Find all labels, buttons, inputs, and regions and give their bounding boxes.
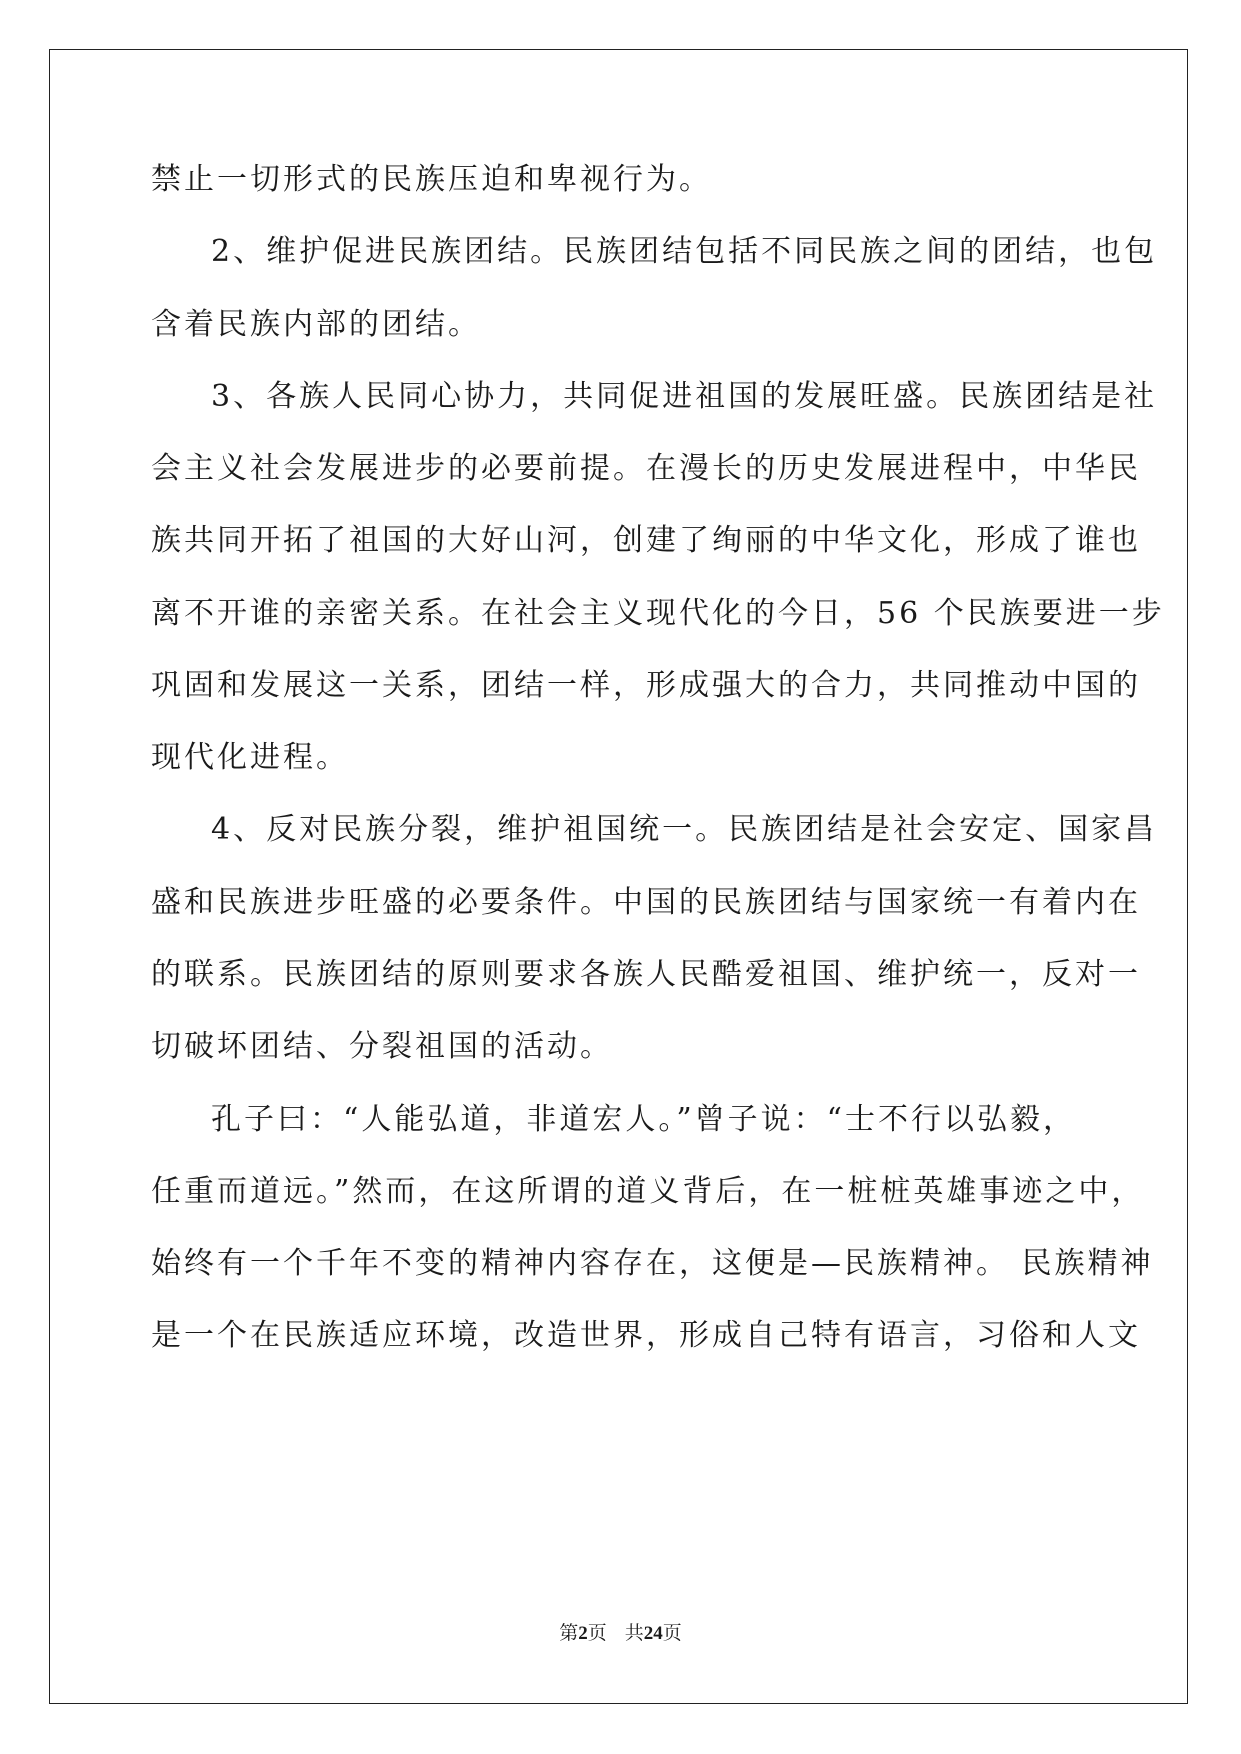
page-prefix: 第 <box>559 1623 579 1644</box>
text-line: 2、维护促进民族团结。民族团结包括不同民族之间的团结，也包 <box>211 234 1158 269</box>
page-footer <box>0 1618 1241 1645</box>
text-line: 的联系。民族团结的原则要求各族人民酷爱祖国、维护统一，反对一 <box>151 957 1141 992</box>
page-total: 24 <box>643 1623 663 1644</box>
text-line: 4、反对民族分裂，维护祖国统一。民族团结是社会安定、国家昌 <box>211 812 1158 847</box>
text-line: 孔子曰：“人能弘道，非道宏人。”曾子说：“士不行以弘毅， <box>211 1102 1077 1137</box>
page-border <box>49 49 1188 1704</box>
text-line: 现代化进程。 <box>151 740 349 775</box>
text-line: 会主义社会发展进步的必要前提。在漫长的历史发展进程中，中华民 <box>151 451 1141 486</box>
page-number: 2 <box>578 1623 588 1644</box>
text-line: 盛和民族进步旺盛的必要条件。中国的民族团结与国家统一有着内在 <box>151 885 1141 920</box>
text-line: 巩固和发展这一关系，团结一样，形成强大的合力，共同推动中国的 <box>151 668 1141 703</box>
text-line: 始终有一个千年不变的精神内容存在，这便是—民族精神。 民族精神 <box>151 1246 1154 1281</box>
text-line: 含着民族内部的团结。 <box>151 307 481 342</box>
text-line: 禁止一切形式的民族压迫和卑视行为。 <box>151 162 712 197</box>
text-line: 族共同开拓了祖国的大好山河，创建了绚丽的中华文化，形成了谁也 <box>151 523 1141 558</box>
text-line: 离不开谁的亲密关系。在社会主义现代化的今日，56 个民族要进一步 <box>151 596 1165 631</box>
total-suffix: 页 <box>662 1623 682 1644</box>
page-suffix: 页 <box>587 1623 607 1644</box>
text-line: 切破坏团结、分裂祖国的活动。 <box>151 1029 613 1064</box>
total-prefix: 共 <box>624 1623 644 1644</box>
text-line: 是一个在民族适应环境，改造世界，形成自己特有语言，习俗和人文 <box>151 1318 1141 1353</box>
text-line: 任重而道远。”然而，在这所谓的道义背后，在一桩桩英雄事迹之中， <box>151 1174 1145 1209</box>
text-line: 3、各族人民同心协力，共同促进祖国的发展旺盛。民族团结是社 <box>211 379 1158 414</box>
